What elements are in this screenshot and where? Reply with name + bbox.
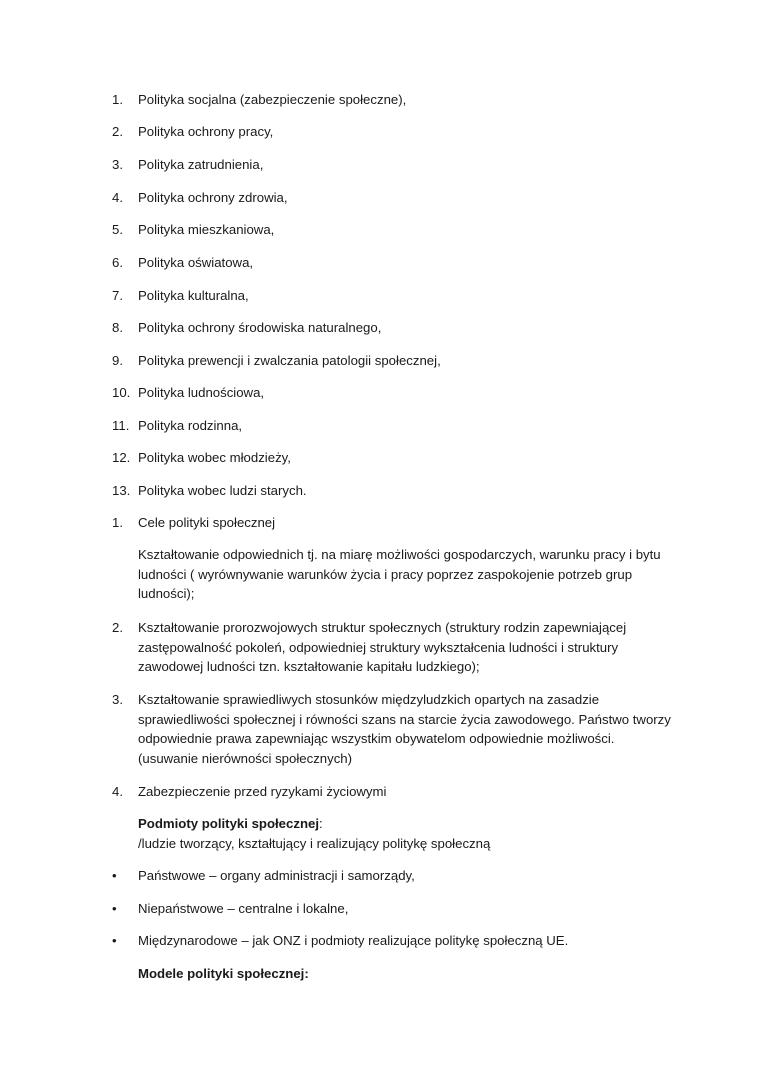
list-text: Polityka oświatowa, [138,255,254,270]
list-text: Polityka prewencji i zwalczania patologii społecznej, [138,353,441,368]
list-text: Polityka wobec młodzieży, [138,450,291,465]
subjects-heading: Podmioty polityki społecznej [138,816,319,831]
goal-number: 2. [112,620,123,635]
list-text: Polityka wobec ludzi starych. [138,483,307,498]
list-text: Polityka ochrony pracy, [138,124,274,139]
list-number: 2. [112,124,123,139]
subjects-text-block [138,814,678,853]
bullet-text: Niepaństwowe – centralne i lokalne, [138,901,349,916]
models-heading: Modele polityki społecznej: [138,966,309,981]
list-number: 4. [112,190,123,205]
goal-text: Kształtowanie prorozwojowych struktur społecznych (struktury rodzin zapewniającej zastępowalność pokoleń, odpowiedniej struktury wykształcenia ludności i struktury zawodowej ludności tzn. kształtowanie kapitału ludzkiego); [138,620,627,674]
list-number: 12. [112,450,131,465]
bullet-marker: • [112,933,117,948]
list-number: 13. [112,483,131,498]
list-text: Polityka socjalna (zabezpieczenie społeczne), [138,92,407,107]
subjects-description: /ludzie tworzący, kształtujący i realizujący politykę społeczną [138,835,491,851]
list-number: 9. [112,353,123,368]
bullet-text: Państwowe – organy administracji i samorządy, [138,868,415,883]
goal-text: Zabezpieczenie przed ryzykami życiowymi [138,784,387,799]
list-number: 1. [112,92,123,107]
list-number: 8. [112,320,123,335]
list-text: Polityka mieszkaniowa, [138,222,275,237]
goal-number: 4. [112,784,123,799]
list-text: Polityka kulturalna, [138,288,249,303]
list-text: Polityka rodzinna, [138,418,243,433]
list-number: 10. [112,385,131,400]
subjects-heading-colon: : [319,816,323,831]
goal-text: Kształtowanie sprawiedliwych stosunków międzyludzkich opartych na zasadzie sprawiedliwości społecznej i równości szans na starcie życia zawodowego. Państwo tworzy odpowiednie prawa zapewniając wszystkim obywatelom odpowiednie możliwości. (usuwanie nierówności społecznych) [138,692,671,766]
list-number: 7. [112,288,123,303]
list-number: 11. [112,418,130,433]
list-text: Polityka ludnościowa, [138,385,265,400]
goal-title: Cele polityki społecznej [138,515,276,530]
goal-body: Kształtowanie odpowiednich tj. na miarę możliwości gospodarczych, warunku pracy i bytu ludności ( wyrównywanie warunków życia i pracy poprzez zaspokojenie potrzeb grup ludności); [138,547,661,601]
bullet-marker: • [112,868,117,883]
list-number: 3. [112,157,123,172]
list-number: 5. [112,222,123,237]
goal-number: 1. [112,515,123,530]
bullet-text: Międzynarodowe – jak ONZ i podmioty realizujące politykę społeczną UE. [138,933,569,948]
list-text: Polityka ochrony zdrowia, [138,190,288,205]
bullet-marker: • [112,901,117,916]
goal-number: 3. [112,692,123,707]
list-number: 6. [112,255,123,270]
list-text: Polityka zatrudnienia, [138,157,264,172]
list-text: Polityka ochrony środowiska naturalnego, [138,320,382,335]
